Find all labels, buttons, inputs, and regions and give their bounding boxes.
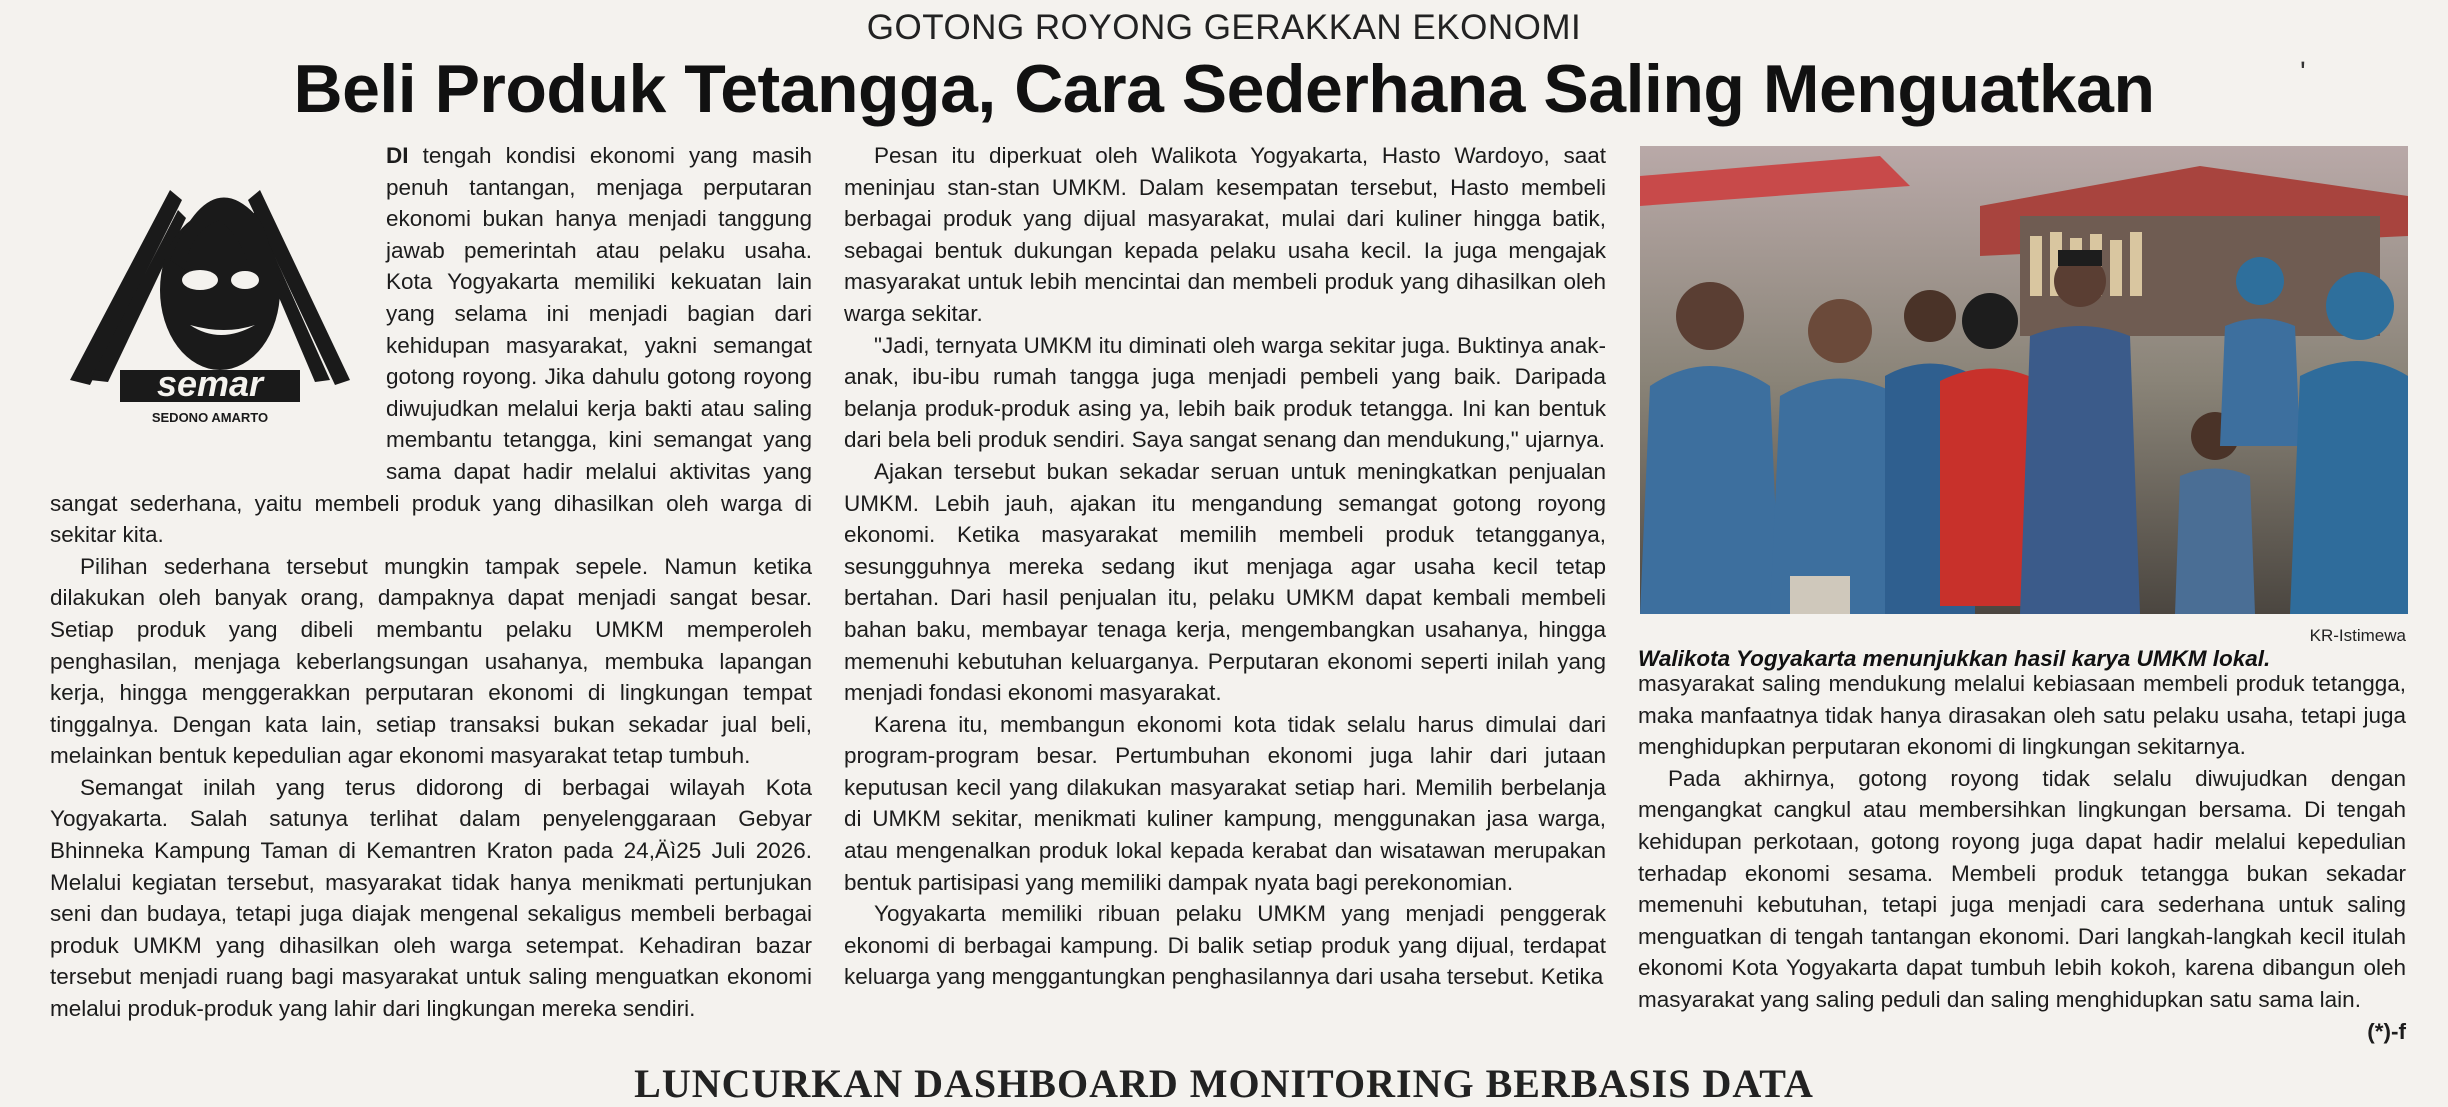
quote-paragraph: "Jadi, ternyata UMKM itu diminati oleh warga sekitar juga. Buktinya anak-anak, ibu-ibu rumah tangga juga menjadi pembeli yang baik. Daripada belanja produk-produk asing ya, lebih baik produk tetangga. Ini kan bentuk dari bela beli produk sendiri. Saya sangat senang dan mendukung," ujarnya. [844,332,1606,453]
next-article-headline: LUNCURKAN DASHBOARD MONITORING BERBASIS DATA [634,1061,1814,1106]
kicker: GOTONG ROYONG GERAKKAN EKONOMI [866,8,1582,47]
page-title: Beli Produk Tetangga, Cara Sederhana Saling Menguatkan [293,51,2155,127]
margin-mark-icon: ʹ [2300,56,2306,89]
news-photo [1640,146,2408,614]
signoff: (*)-f [2367,1018,2406,1044]
paragraph-9-body: Pada akhirnya, gotong royong tidak selalu diwujudkan dengan mengangkat cangkul atau membersihkan lingkungan bersama. Di tengah kehidupan perkotaan, gotong royong juga dapat hadir melalui kepedulian terhadap ekonomi sesama. Membeli produk tetangga bukan sekadar memenuhi kebutuhan, tetapi juga menjadi cara sederhana untuk saling menguatkan di tengah tantangan ekonomi. Dari langkah-langkah kecil itulah ekonomi Kota Yogyakarta dapat tumbuh lebih kokoh, karena dibangun oleh masyarakat yang saling peduli dan saling menghidupkan satu sama lain. [1638,765,2406,1012]
paragraph-3: Semangat inilah yang terus didorong di berbagai wilayah Kota Yogyakarta. Salah satunya terlihat dalam penyelenggaraan Gebyar Bhinneka Kampung Taman di Kemantren Kraton pada 24,Äì25 Juli 2026. Melalui kegiatan tersebut, masyarakat tidak hanya menikmati pertunjukan seni dan budaya, tetapi juga diajak mengenal sekaligus membeli berbagai produk UMKM yang dihasilkan oleh warga setempat. Kehadiran bazar tersebut menjadi ruang bagi masyarakat untuk saling menguatkan ekonomi melalui produk-produk yang lahir dari lingkungan mereka sendiri. [50,774,812,1022]
semar-wayang-logo-icon [50,140,370,460]
paragraph-1-body: tengah kondisi ekonomi yang masih penuh tantangan, menjaga perputaran ekonomi bukan hanya menjadi tanggung jawab pemerintah atau pelaku usaha. Kota Yogyakarta memiliki kekuatan lain yang selama ini menjadi bagian dari kehidupan masyarakat, yakni semangat gotong royong. Jika dahulu gotong royong diwujudkan melalui kerja bakti atau saling membantu tetangga, kini semangat yang sama dapat hadir melalui aktivitas yang sangat sederhana, yaitu membeli produk yang dihasilkan oleh warga di sekitar kita. [50,143,812,548]
paragraph-8: masyarakat saling mendukung melalui kebiasaan membeli produk tetangga, maka manfaatnya tidak hanya dirasakan oleh satu pelaku usaha, tetapi juga menghidupkan perputaran ekonomi di lingkungan sekitarnya. [1638,671,2406,760]
photo-credit: KR-Istimewa [2309,626,2406,645]
paragraph-9 [1638,763,2406,1044]
paragraph-2: Pilihan sederhana tersebut mungkin tampak sepele. Namun ketika dilakukan oleh banyak orang, dampaknya dapat menjadi sangat besar. Setiap produk yang dibeli membantu pelaku UMKM memperoleh penghasilan, menjaga keberlangsungan usahanya, membuka lapangan kerja, hingga menggerakkan perputaran ekonomi di lingkungan tempat tinggalnya. Dengan kata lain, setiap transaksi bukan sekadar jual beli, melainkan bentuk kepedulian agar ekonomi masyarakat tetap tumbuh. [50,553,812,769]
logo-wordmark: semar [156,363,264,404]
article-column-2 [844,140,1606,993]
paragraph-7: Yogyakarta memiliki ribuan pelaku UMKM yang menjadi penggerak ekonomi di berbagai kampung. Di balik setiap produk yang dijual, terdapat keluarga yang menggantungkan penghasilannya dari usaha tersebut. Ketika [844,901,1606,990]
dropcap: DI [386,143,409,168]
photo-caption: Walikota Yogyakarta menunjukkan hasil karya UMKM lokal. [1638,646,2271,671]
article-column-3 [1638,668,2406,1047]
article-column-1 [50,140,812,1025]
paragraph-4: Pesan itu diperkuat oleh Walikota Yogyakarta, Hasto Wardoyo, saat meninjau stan-stan UMKM. Dalam kesempatan tersebut, Hasto membeli berbagai produk yang dijual masyarakat, mulai dari kuliner hingga batik, sebagai bentuk dukungan kepada pelaku usaha kecil. Ia juga mengajak masyarakat untuk lebih mencintai dan membeli produk yang dihasilkan oleh warga sekitar. [844,143,1606,326]
logo-subtext: SEDONO AMARTO [151,410,269,425]
umkm-visit-photo [1640,146,2408,614]
paragraph-6: Karena itu, membangun ekonomi kota tidak selalu harus dimulai dari program-program besar. Pertumbuhan ekonomi juga lahir dari jutaan keputusan kecil yang dilakukan masyarakat setiap hari. Memilih berbelanja di UMKM sekitar, menikmati kuliner kampung, menggunakan jasa warga, atau mengenalkan produk lokal kepada kerabat dan wisatawan merupakan bentuk partisipasi yang memiliki dampak nyata bagi perekonomian. [844,711,1606,895]
paragraph-5: Ajakan tersebut bukan sekadar seruan untuk meningkatkan penjualan UMKM. Lebih jauh, ajakan itu mengandung semangat gotong royong ekonomi. Ketika masyarakat memilih membeli produk tetangganya, sesungguhnya mereka sedang ikut menjaga agar usaha kecil tetap bertahan. Dari hasil penjualan itu, pelaku UMKM dapat kembali membeli bahan baku, membayar tenaga kerja, mengembangkan usahanya, hingga memenuhi kebutuhan keluarganya. Perputaran ekonomi seperti inilah yang menjadi fondasi ekonomi masyarakat. [844,458,1606,706]
semar-logo [50,140,370,460]
